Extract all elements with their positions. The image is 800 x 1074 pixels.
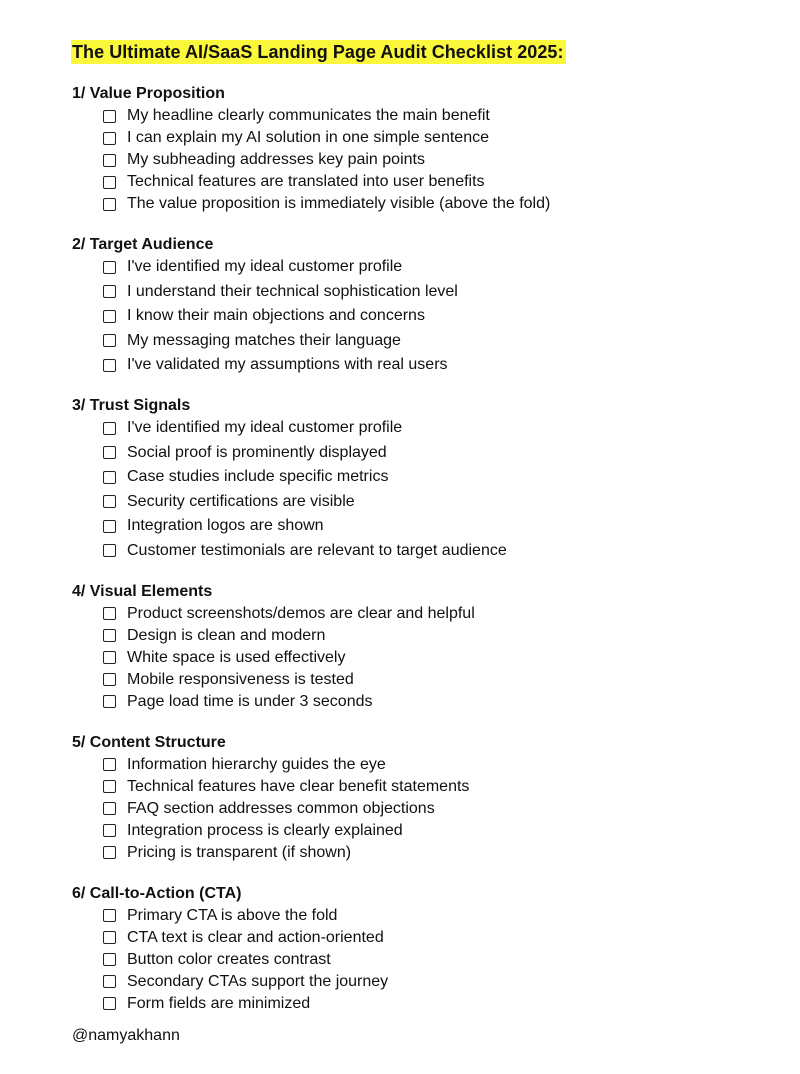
checklist-item-label: My subheading addresses key pain points (127, 151, 425, 168)
section-heading: 1/ Value Proposition (72, 85, 225, 102)
checklist-item (103, 442, 772, 464)
checklist-item (103, 603, 772, 625)
checklist-item (103, 256, 772, 278)
checklist-item-label: White space is used effectively (127, 648, 346, 666)
checklist-item (103, 993, 772, 1015)
checklist-item-label: I've identified my ideal customer profile (127, 419, 403, 436)
checkbox[interactable] (103, 544, 116, 557)
checkbox[interactable] (103, 495, 116, 508)
checklist-item (103, 820, 772, 842)
checkbox[interactable] (103, 931, 116, 944)
checkbox[interactable] (103, 909, 116, 922)
checklist-item-label: Case studies include specific metrics (127, 468, 389, 485)
checklist-item-label: I've identified my ideal customer profile (127, 258, 403, 275)
checklist-item-label: Technical features have clear benefit statements (127, 777, 470, 795)
checklist-item (103, 171, 772, 193)
section-heading: 3/ Trust Signals (72, 397, 191, 414)
checklist-item-label: Pricing is transparent (if shown) (127, 843, 352, 861)
checklist-item (103, 647, 772, 669)
checkbox[interactable] (103, 471, 116, 484)
checkbox[interactable] (103, 997, 116, 1010)
checklist-item (103, 354, 772, 376)
checklist-item-label: Page load time is under 3 seconds (127, 692, 373, 710)
checkbox[interactable] (103, 802, 116, 815)
author-handle: @namyakhann (72, 1027, 180, 1044)
checklist-item (103, 798, 772, 820)
checklist-item-label: Integration logos are shown (127, 517, 324, 534)
checklist (72, 105, 772, 215)
checklist-item-label: Product screenshots/demos are clear and helpful (127, 604, 475, 622)
checklist-item-label: I can explain my AI solution in one simple sentence (127, 129, 489, 146)
checklist (72, 417, 772, 562)
checkbox[interactable] (103, 607, 116, 620)
checkbox[interactable] (103, 780, 116, 793)
checkbox[interactable] (103, 110, 116, 123)
checklist-item-label: CTA text is clear and action-oriented (127, 928, 384, 946)
checklist-item-label: Social proof is prominently displayed (127, 443, 387, 461)
checklist-item (103, 540, 772, 562)
checkbox[interactable] (103, 695, 116, 708)
checklist-item (103, 842, 772, 864)
checklist-item-label: My headline clearly communicates the main benefit (127, 107, 490, 124)
checklist-item (103, 625, 772, 647)
checklist-item-label: Primary CTA is above the fold (127, 906, 338, 924)
checklist-item (103, 691, 772, 713)
checklist-item (103, 281, 772, 303)
checklist-item (103, 776, 772, 798)
section-target-audience (72, 234, 772, 376)
checklist-item (103, 466, 772, 488)
section-heading: 4/ Visual Elements (72, 582, 213, 600)
checklist-item-label: Customer testimonials are relevant to target audience (127, 541, 507, 559)
checkbox[interactable] (103, 446, 116, 459)
section-heading: 2/ Target Audience (72, 236, 214, 253)
checklist-item-label: My messaging matches their language (127, 331, 401, 349)
checkbox[interactable] (103, 824, 116, 837)
checklist-item-label: Secondary CTAs support the journey (127, 972, 389, 990)
checkbox[interactable] (103, 520, 116, 533)
checklist (72, 754, 772, 864)
checklist-item (103, 491, 772, 513)
checklist-item (103, 927, 772, 949)
section-value-proposition (72, 83, 772, 215)
section-heading: 5/ Content Structure (72, 733, 226, 751)
checkbox[interactable] (103, 176, 116, 189)
checklist-item (103, 127, 772, 149)
section-call-to-action (72, 883, 772, 1015)
checklist-item-label: I understand their technical sophistication level (127, 282, 458, 300)
checklist-item (103, 417, 772, 439)
checkbox[interactable] (103, 310, 116, 323)
checklist-item-label: Design is clean and modern (127, 626, 326, 644)
checkbox[interactable] (103, 261, 116, 274)
checklist (72, 905, 772, 1015)
checkbox[interactable] (103, 975, 116, 988)
checkbox[interactable] (103, 198, 116, 211)
checkbox[interactable] (103, 846, 116, 859)
checkbox[interactable] (103, 651, 116, 664)
checklist-item-label: The value proposition is immediately visible (above the fold) (127, 195, 551, 212)
checklist-item-label: Integration process is clearly explained (127, 821, 403, 839)
checklist-item-label: Button color creates contrast (127, 950, 331, 968)
checklist-item-label: I know their main objections and concerns (127, 307, 425, 324)
checklist-item (103, 905, 772, 927)
section-trust-signals (72, 395, 772, 562)
checklist-item (103, 105, 772, 127)
checklist-document (72, 40, 772, 1015)
checklist-item (103, 949, 772, 971)
checkbox[interactable] (103, 154, 116, 167)
checkbox[interactable] (103, 953, 116, 966)
checklist-item (103, 669, 772, 691)
checklist-item (103, 515, 772, 537)
checklist (72, 603, 772, 713)
checklist-item (103, 305, 772, 327)
checkbox[interactable] (103, 758, 116, 771)
checklist-item-label: Security certifications are visible (127, 492, 355, 510)
checklist-item (103, 330, 772, 352)
checklist-item (103, 971, 772, 993)
checklist-item-label: Form fields are minimized (127, 994, 311, 1012)
checklist-item-label: I've validated my assumptions with real users (127, 356, 448, 373)
checklist-item-label: Mobile responsiveness is tested (127, 670, 354, 688)
section-visual-elements (72, 581, 772, 713)
section-heading: 6/ Call-to-Action (CTA) (72, 884, 242, 902)
checklist-item (103, 193, 772, 215)
checkbox[interactable] (103, 334, 116, 347)
checkbox[interactable] (103, 629, 116, 642)
checklist-item (103, 149, 772, 171)
checkbox[interactable] (103, 359, 116, 372)
checklist-item (103, 754, 772, 776)
checkbox[interactable] (103, 422, 116, 435)
checklist-item-label: Technical features are translated into user benefits (127, 173, 485, 190)
checkbox[interactable] (103, 285, 116, 298)
checkbox[interactable] (103, 132, 116, 145)
checkbox[interactable] (103, 673, 116, 686)
page-title: The Ultimate AI/SaaS Landing Page Audit Checklist 2025: (72, 42, 564, 62)
checklist-item-label: Information hierarchy guides the eye (127, 755, 386, 773)
checklist (72, 256, 772, 376)
section-content-structure (72, 732, 772, 864)
checklist-item-label: FAQ section addresses common objections (127, 799, 435, 817)
